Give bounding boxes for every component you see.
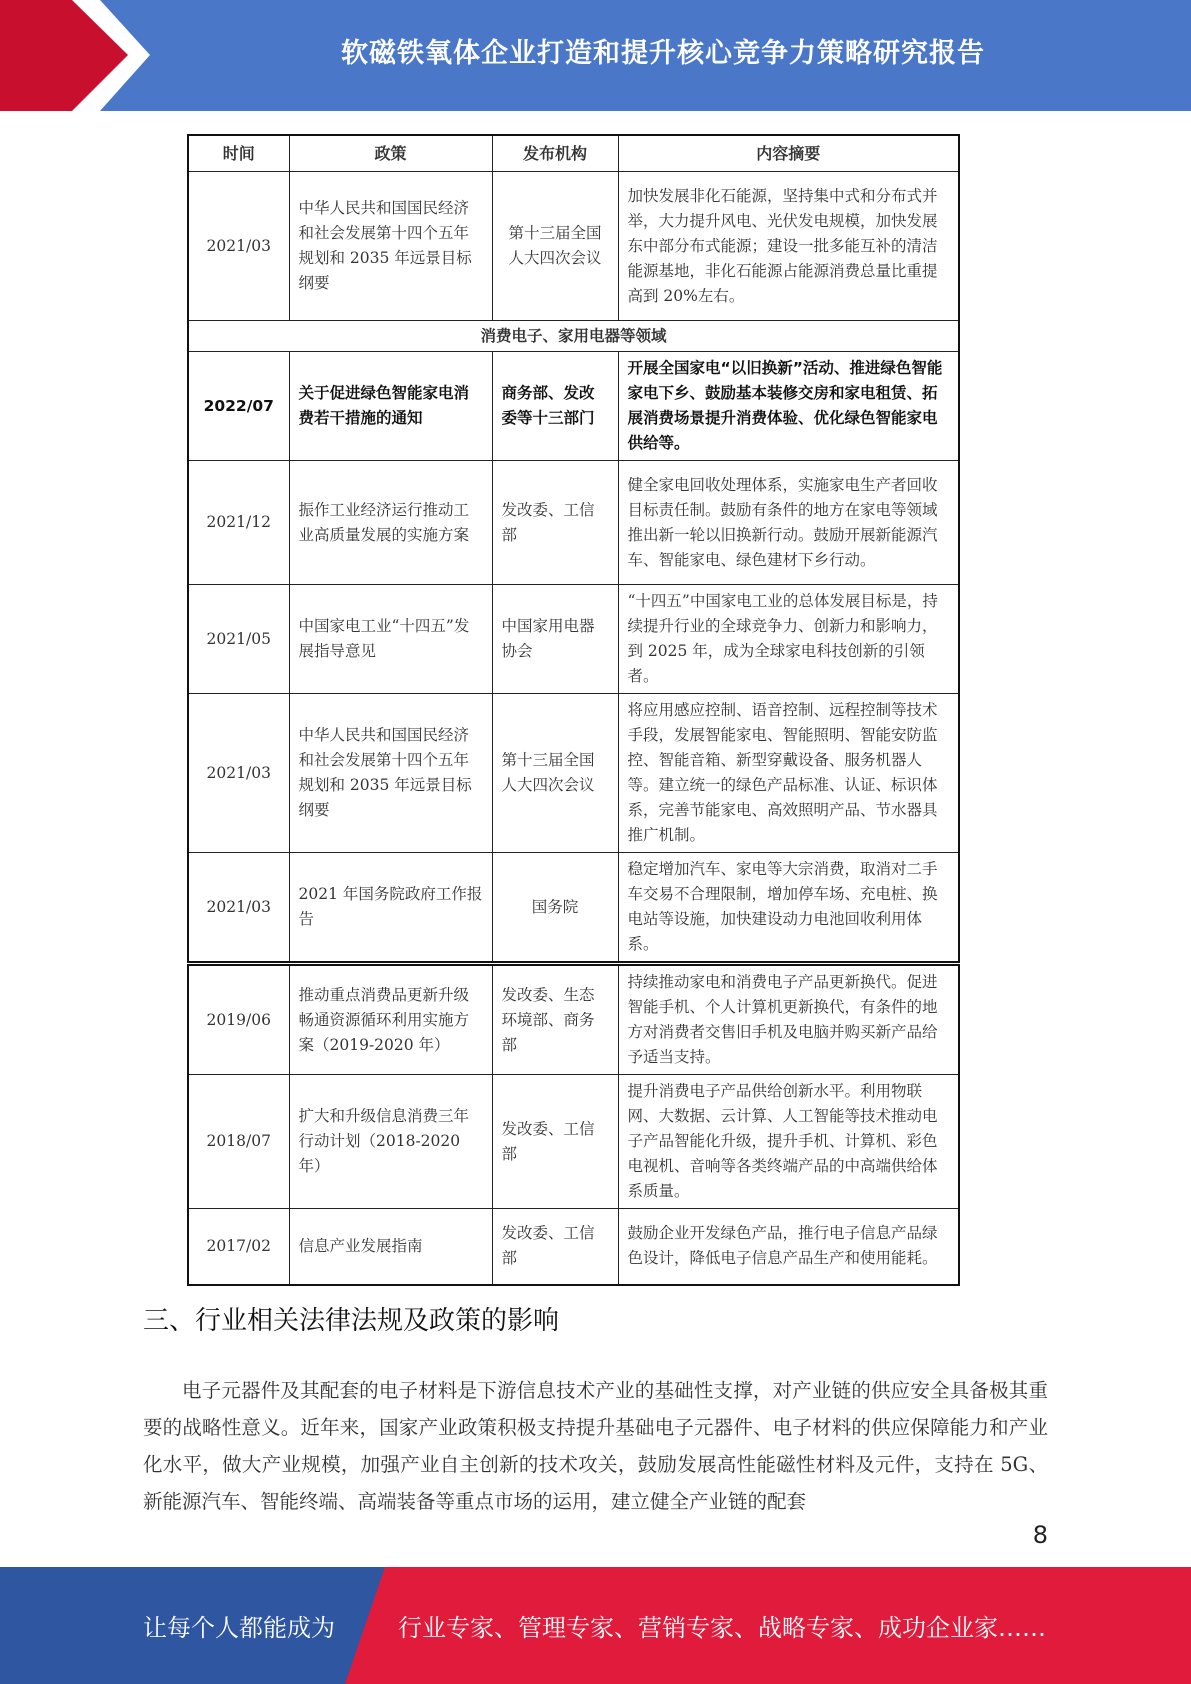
policy-table-bottom: [187, 964, 960, 1286]
col-header-date: 时间: [188, 135, 289, 172]
cell-date: 2021/05: [188, 585, 289, 694]
footer-slogan-right: 行业专家、管理专家、营销专家、战略专家、成功企业家……: [398, 1614, 1046, 1642]
cell-date: 2021/03: [188, 694, 289, 853]
cell-summary: 加快发展非化石能源，坚持集中式和分布式并举，大力提升风电、光伏发电规模，加快发展东中部分布式能源；建设一批多能互补的清洁能源基地，非化石能源占能源消费总量比重提高到 20%左右。: [618, 172, 959, 321]
cell-org: 发改委、工信部: [492, 1075, 618, 1209]
section-label: 消费电子、家用电器等领域: [188, 321, 959, 352]
cell-date: 2021/03: [188, 853, 289, 963]
cell-policy: 中华人民共和国国民经济和社会发展第十四个五年规划和 2035 年远景目标纲要: [289, 694, 492, 853]
table-row: [188, 585, 959, 694]
cell-summary: 鼓励企业开发绿色产品，推行电子信息产品绿色设计，降低电子信息产品生产和使用能耗。: [618, 1209, 959, 1285]
cell-policy: 信息产业发展指南: [289, 1209, 492, 1285]
cell-date: 2021/12: [188, 461, 289, 585]
cell-policy: 扩大和升级信息消费三年行动计划（2018-2020 年）: [289, 1075, 492, 1209]
col-header-policy: 政策: [289, 135, 492, 172]
table-row: [188, 965, 959, 1075]
cell-summary: 健全家电回收处理体系，实施家电生产者回收目标责任制。鼓励有条件的地方在家电等领域推出新一轮以旧换新行动。鼓励开展新能源汽车、智能家电、绿色建材下乡行动。: [618, 461, 959, 585]
table-row: [188, 461, 959, 585]
cell-policy: 中国家电工业“十四五”发展指导意见: [289, 585, 492, 694]
cell-org: 发改委、生态环境部、商务部: [492, 965, 618, 1075]
cell-org: 中国家用电器协会: [492, 585, 618, 694]
table-row: [188, 694, 959, 853]
cell-org: 商务部、发改委等十三部门: [492, 352, 618, 461]
footer-slogan-left: 让每个人都能成为: [143, 1614, 335, 1642]
cell-org: 发改委、工信部: [492, 461, 618, 585]
table-row: [188, 352, 959, 461]
body-paragraph: 电子元器件及其配套的电子材料是下游信息技术产业的基础性支撑，对产业链的供应安全具备极其重要的战略性意义。近年来，国家产业政策积极支持提升基础电子元器件、电子材料的供应保障能力和产业化水平，做大产业规模，加强产业自主创新的技术攻关，鼓励发展高性能磁性材料及元件，支持在 5G、新能源汽车、智能终端、高端装备等重点市场的运用，建立健全产业链的配套: [143, 1379, 1048, 1513]
cell-date: 2018/07: [188, 1075, 289, 1209]
table-row: [188, 1075, 959, 1209]
col-header-org: 发布机构: [492, 135, 618, 172]
cell-policy: 中华人民共和国国民经济和社会发展第十四个五年规划和 2035 年远景目标纲要: [289, 172, 492, 321]
policy-table-top: [187, 134, 960, 963]
cell-policy: 2021 年国务院政府工作报告: [289, 853, 492, 963]
cell-summary: 开展全国家电“以旧换新”活动、推进绿色智能家电下乡、鼓励基本装修交房和家电租赁、拓展消费场景提升消费体验、优化绿色智能家电供给等。: [618, 352, 959, 461]
cell-org: 发改委、工信部: [492, 1209, 618, 1285]
table-section-row: [188, 321, 959, 352]
header-title: 软磁铁氧体企业打造和提升核心竞争力策略研究报告: [341, 37, 985, 69]
cell-summary: 提升消费电子产品供给创新水平。利用物联网、大数据、云计算、人工智能等技术推动电子产品智能化升级，提升手机、计算机、彩色电视机、音响等各类终端产品的中高端供给体系质量。: [618, 1075, 959, 1209]
cell-date: 2021/03: [188, 172, 289, 321]
cell-summary: 将应用感应控制、语音控制、远程控制等技术手段，发展智能家电、智能照明、智能安防监控、智能音箱、新型穿戴设备、服务机器人等。建立统一的绿色产品标准、认证、标识体系，完善节能家电、高效照明产品、节水器具推广机制。: [618, 694, 959, 853]
cell-org: 第十三届全国人大四次会议: [492, 172, 618, 321]
col-header-summary: 内容摘要: [618, 135, 959, 172]
cell-org: 第十三届全国人大四次会议: [492, 694, 618, 853]
cell-policy: 振作工业经济运行推动工业高质量发展的实施方案: [289, 461, 492, 585]
cell-summary: “十四五”中国家电工业的总体发展目标是，持续提升行业的全球竞争力、创新力和影响力，到 2025 年，成为全球家电科技创新的引领者。: [618, 585, 959, 694]
table-row: [188, 853, 959, 963]
cell-policy: 关于促进绿色智能家电消费若干措施的通知: [289, 352, 492, 461]
cell-date: 2017/02: [188, 1209, 289, 1285]
page-footer: [0, 1567, 1191, 1684]
cell-date: 2019/06: [188, 965, 289, 1075]
page-header: [0, 0, 1191, 111]
table-header-row: [188, 135, 959, 172]
table-row: [188, 172, 959, 321]
section-heading: 三、行业相关法律法规及政策的影响: [143, 1306, 560, 1336]
cell-policy: 推动重点消费品更新升级畅通资源循环利用实施方案（2019-2020 年）: [289, 965, 492, 1075]
cell-summary: 持续推动家电和消费电子产品更新换代。促进智能手机、个人计算机更新换代，有条件的地方对消费者交售旧手机及电脑并购买新产品给予适当支持。: [618, 965, 959, 1075]
cell-date: 2022/07: [188, 352, 289, 461]
cell-org: 国务院: [492, 853, 618, 963]
page-number: 8: [1032, 1521, 1048, 1549]
table-row: [188, 1209, 959, 1285]
cell-summary: 稳定增加汽车、家电等大宗消费，取消对二手车交易不合理限制，增加停车场、充电桩、换电站等设施，加快建设动力电池回收利用体系。: [618, 853, 959, 963]
